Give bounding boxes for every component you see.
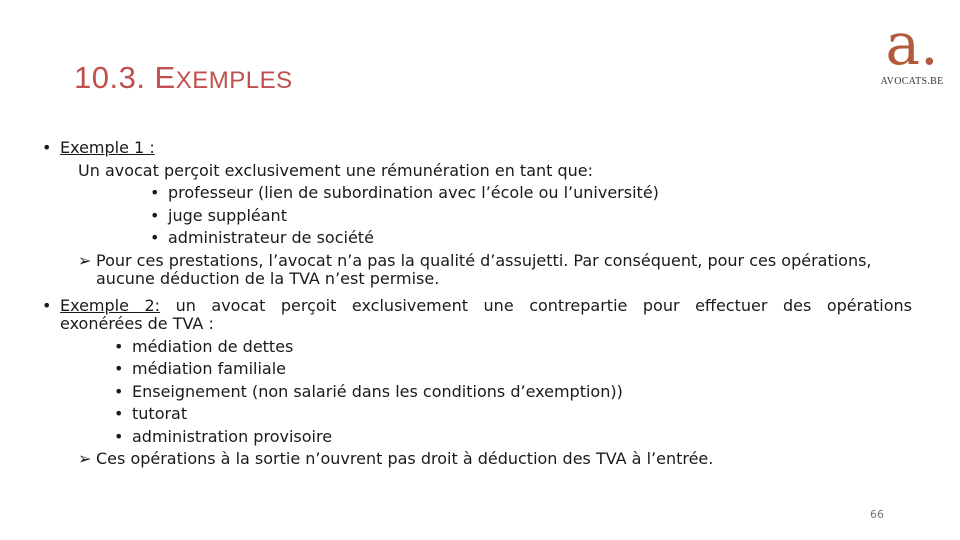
example1-heading: Exemple 1 :: [60, 138, 155, 157]
slide-title: [74, 60, 293, 96]
list-item: • Enseignement (non salarié dans les conditions d’exemption)): [42, 381, 912, 404]
slide-content: [42, 137, 912, 471]
list-item: • médiation de dettes: [42, 336, 912, 359]
list-item: • administration provisoire: [42, 426, 912, 449]
title-rest: XEMPLES: [175, 67, 293, 94]
bullet-icon: •: [114, 359, 124, 378]
bullet-icon: •: [150, 183, 160, 202]
list-item: • professeur (lien de subordination avec l’école ou l’université): [42, 182, 912, 205]
logo-mark: a.: [885, 10, 939, 78]
bullet-icon: •: [150, 205, 160, 225]
example1-conclusion-cont: aucune déduction de la TVA n’est permise.: [96, 269, 440, 288]
example1-heading-row: [42, 137, 912, 160]
arrow-bullet-icon: ➢: [78, 250, 92, 270]
list-item: • tutorat: [42, 403, 912, 426]
list-item: • juge suppléant: [42, 205, 912, 228]
bullet-icon: •: [114, 381, 124, 401]
example1-conclusion: ➢ Pour ces prestations, l’avocat n’a pas la qualité d’assujetti. Par conséquent, pour ces opérations,: [42, 250, 912, 273]
logo-word: AVOCATS.BE: [880, 76, 944, 87]
example2-intro-cont: exonérées de TVA :: [60, 314, 214, 333]
bullet-icon: •: [114, 426, 124, 446]
example2-conclusion: ➢ Ces opérations à la sortie n’ouvrent pas droit à déduction des TVA à l’entrée.: [42, 448, 912, 471]
bullet-icon: •: [114, 336, 124, 356]
bullet-icon: •: [42, 295, 52, 315]
bullet-icon: •: [42, 138, 52, 157]
arrow-bullet-icon: ➢: [78, 449, 92, 468]
bullet-icon: •: [114, 404, 124, 423]
title-first: 10.3. E: [74, 60, 176, 95]
avocats-logo: [872, 10, 952, 94]
example2-heading: Exemple 2:: [60, 295, 161, 315]
page-number: 66: [870, 508, 884, 521]
list-item: • médiation familiale: [42, 358, 912, 381]
bullet-icon: •: [150, 228, 160, 247]
example1-intro: Un avocat perçoit exclusivement une rémunération en tant que:: [78, 160, 594, 180]
example2-intro: un avocat perçoit exclusivement une contrepartie pour effectuer des opérations: [175, 295, 912, 315]
list-item: • administrateur de société: [42, 227, 912, 250]
